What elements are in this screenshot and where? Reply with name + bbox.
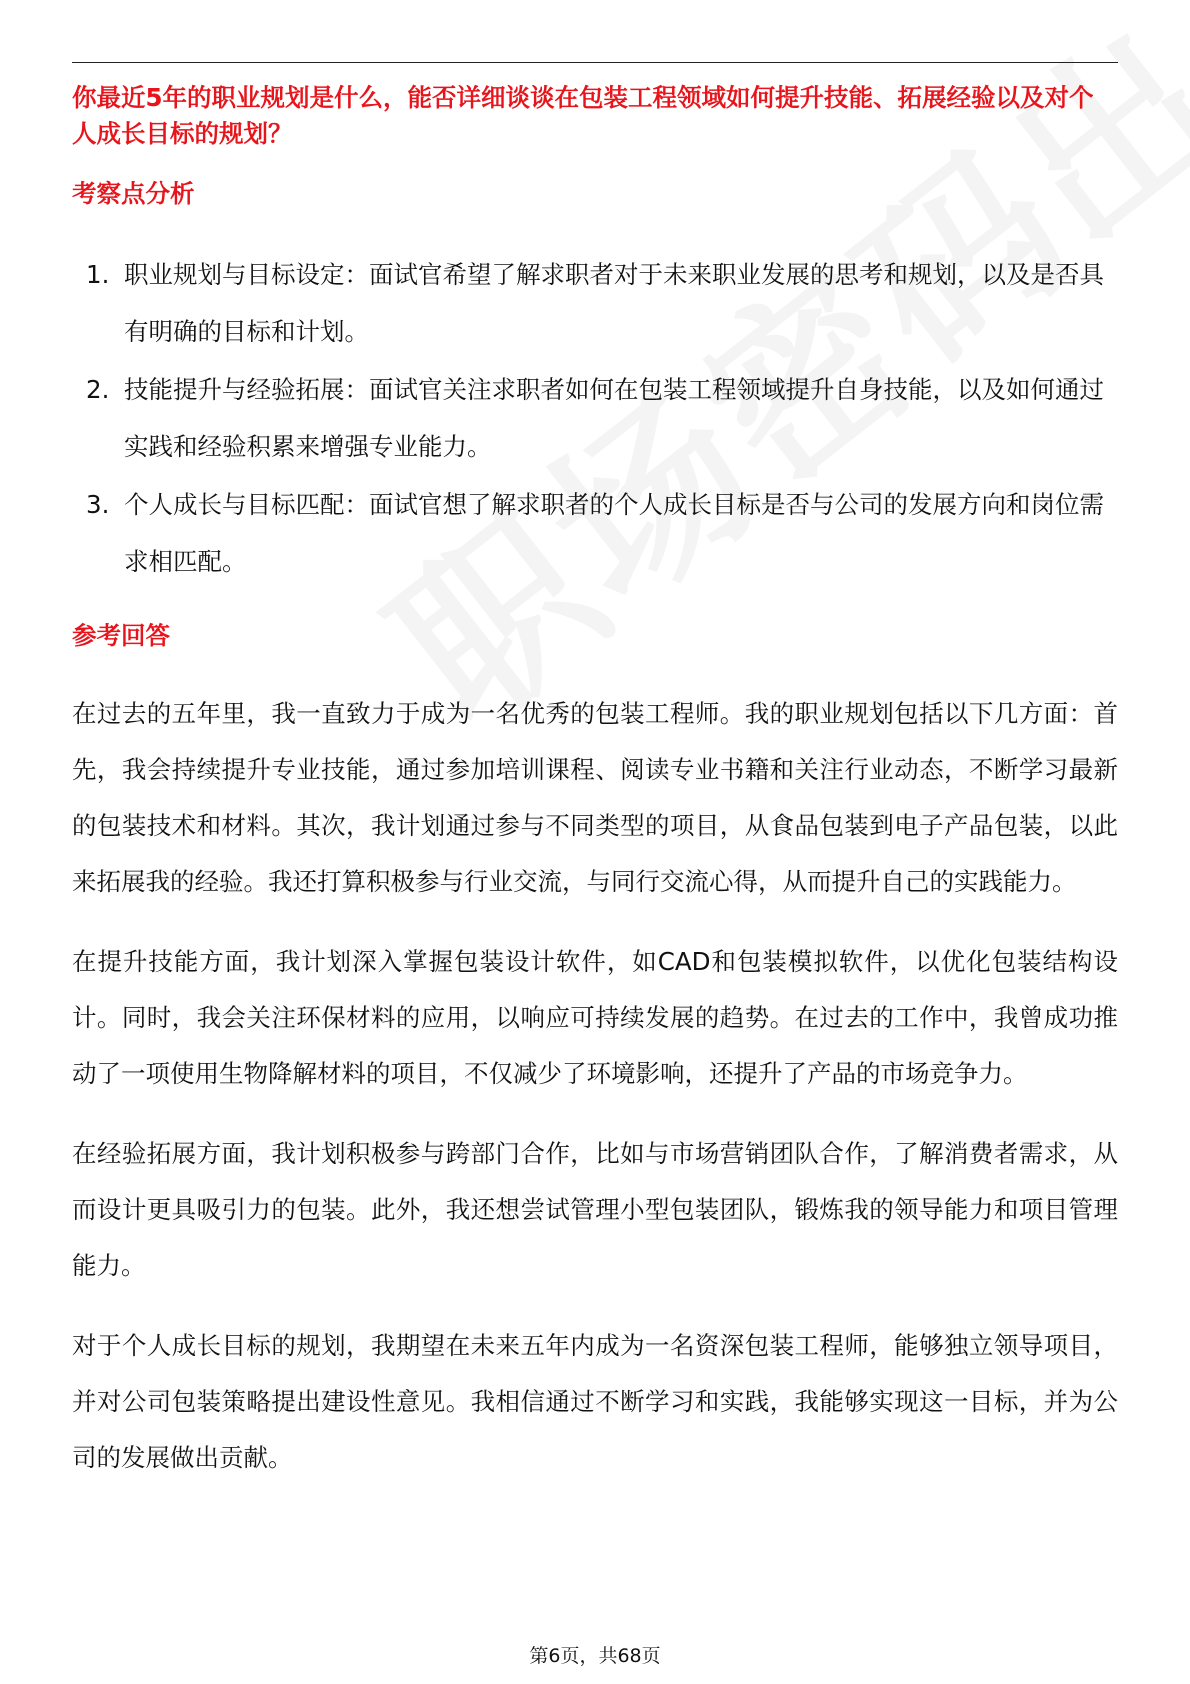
point-text: 职业规划与目标设定：面试官希望了解求职者对于未来职业发展的思考和规划，以及是否具有明确的目标和计划。 (124, 260, 1104, 346)
answer-paragraph: 在过去的五年里，我一直致力于成为一名优秀的包装工程师。我的职业规划包括以下几方面：首先，我会持续提升专业技能，通过参加培训课程、阅读专业书籍和关注行业动态，不断学习最新的包装技术和材料。其次，我计划通过参与不同类型的项目，从食品包装到电子产品包装，以此来拓展我的经验。我还打算积极参与行业交流，与同行交流心得，从而提升自己的实践能力。 (72, 699, 1118, 896)
top-divider (72, 62, 1118, 63)
analysis-points-list (72, 246, 1118, 591)
page-number: 第6页，共68页 (529, 1645, 661, 1667)
point-text: 个人成长与目标匹配：面试官想了解求职者的个人成长目标是否与公司的发展方向和岗位需求相匹配。 (124, 490, 1104, 576)
answer-paragraph: 在经验拓展方面，我计划积极参与跨部门合作，比如与市场营销团队合作，了解消费者需求，从而设计更具吸引力的包装。此外，我还想尝试管理小型包装团队，锻炼我的领导能力和项目管理能力。 (72, 1139, 1118, 1280)
answer-body (72, 686, 1118, 1510)
answer-paragraph: 在提升技能方面，我计划深入掌握包装设计软件，如CAD和包装模拟软件，以优化包装结构设计。同时，我会关注环保材料的应用，以响应可持续发展的趋势。在过去的工作中，我曾成功推动了一项使用生物降解材料的项目，不仅减少了环境影响，还提升了产品的市场竞争力。 (72, 947, 1118, 1088)
question-heading: 你最近5年的职业规划是什么，能否详细谈谈在包装工程领域如何提升技能、拓展经验以及对个人成长目标的规划？ (72, 83, 1094, 148)
point-number: 3. (86, 490, 110, 519)
point-text: 技能提升与经验拓展：面试官关注求职者如何在包装工程领域提升自身技能，以及如何通过实践和经验积累来增强专业能力。 (124, 375, 1104, 461)
answer-section-title: 参考回答 (72, 621, 170, 650)
analysis-point (72, 476, 1118, 590)
point-number: 1. (86, 260, 110, 289)
analysis-point (72, 361, 1118, 475)
analysis-section-title: 考察点分析 (72, 179, 195, 208)
point-number: 2. (86, 375, 110, 404)
analysis-point (72, 246, 1118, 360)
answer-paragraph: 对于个人成长目标的规划，我期望在未来五年内成为一名资深包装工程师，能够独立领导项目，并对公司包装策略提出建设性意见。我相信通过不断学习和实践，我能够实现这一目标，并为公司的发展做出贡献。 (72, 1331, 1118, 1472)
